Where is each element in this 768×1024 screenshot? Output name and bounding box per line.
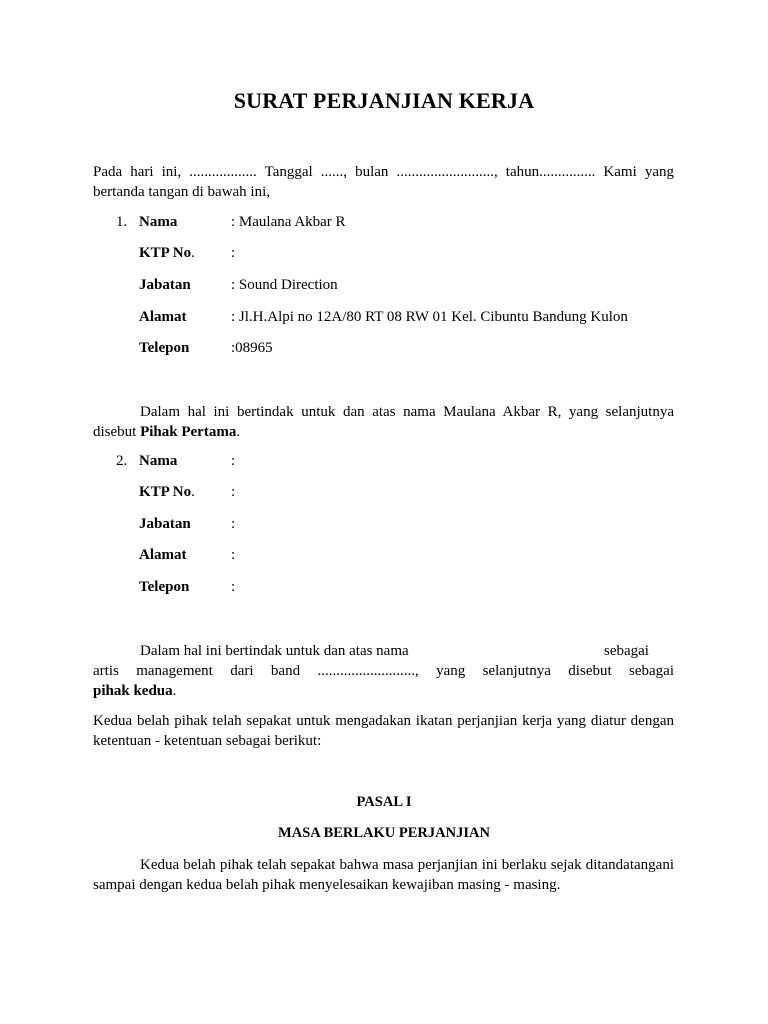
field-value: : Jl.H.Alpi no 12A/80 RT 08 RW 01 Kel. Cibuntu Bandung Kulon (231, 309, 628, 325)
field-label: Jabatan (139, 277, 191, 293)
agreement-paragraph: Kedua belah pihak telah sepakat untuk mengadakan ikatan perjanjian kerja yang diatur dengan ketentuan - ketentuan sebagai berikut: (93, 713, 674, 749)
intro-paragraph: Pada hari ini, .................. Tanggal ......, bulan .........................., tahun............... Kami yang bertanda tangan di bawah ini, (93, 164, 674, 200)
field-value: : (231, 516, 236, 532)
party-2-number: 2. (116, 453, 128, 469)
field-value: : (231, 579, 236, 595)
party-1-statement: Dalam hal ini bertindak untuk dan atas nama Maulana Akbar R, yang selanjutnya disebut Pihak Pertama. (93, 404, 674, 440)
pasal-paragraph: Kedua belah pihak telah sepakat bahwa masa perjanjian ini berlaku sejak ditandatangani sampai dengan kedua belah pihak menyelesaikan kewajiban masing - masing. (93, 857, 674, 893)
field-label: Telepon (139, 340, 190, 356)
party-2-statement: Dalam hal ini bertindak untuk dan atas nama sebagai artis management dari band .........................., yang selanjutnya disebut sebagai pihak kedua. (93, 643, 674, 699)
field-label: KTP No. (139, 484, 195, 500)
field-value: : (231, 484, 236, 500)
field-value: : Maulana Akbar R (231, 214, 346, 230)
field-label: KTP No. (139, 245, 195, 261)
field-label: Nama (139, 214, 178, 230)
document-title: SURAT PERJANJIAN KERJA (233, 88, 535, 113)
field-value: :08965 (231, 340, 273, 356)
field-value: : (231, 547, 236, 563)
field-label: Alamat (139, 547, 187, 563)
field-label: Alamat (139, 309, 187, 325)
field-value: : Sound Direction (231, 277, 338, 293)
field-label: Nama (139, 453, 178, 469)
field-value: : (231, 245, 236, 261)
pasal-heading: PASAL I (356, 794, 412, 810)
field-value: : (231, 453, 236, 469)
pasal-subheading: MASA BERLAKU PERJANJIAN (278, 825, 490, 841)
field-label: Telepon (139, 579, 190, 595)
party-1-number: 1. (116, 214, 128, 230)
field-label: Jabatan (139, 516, 191, 532)
